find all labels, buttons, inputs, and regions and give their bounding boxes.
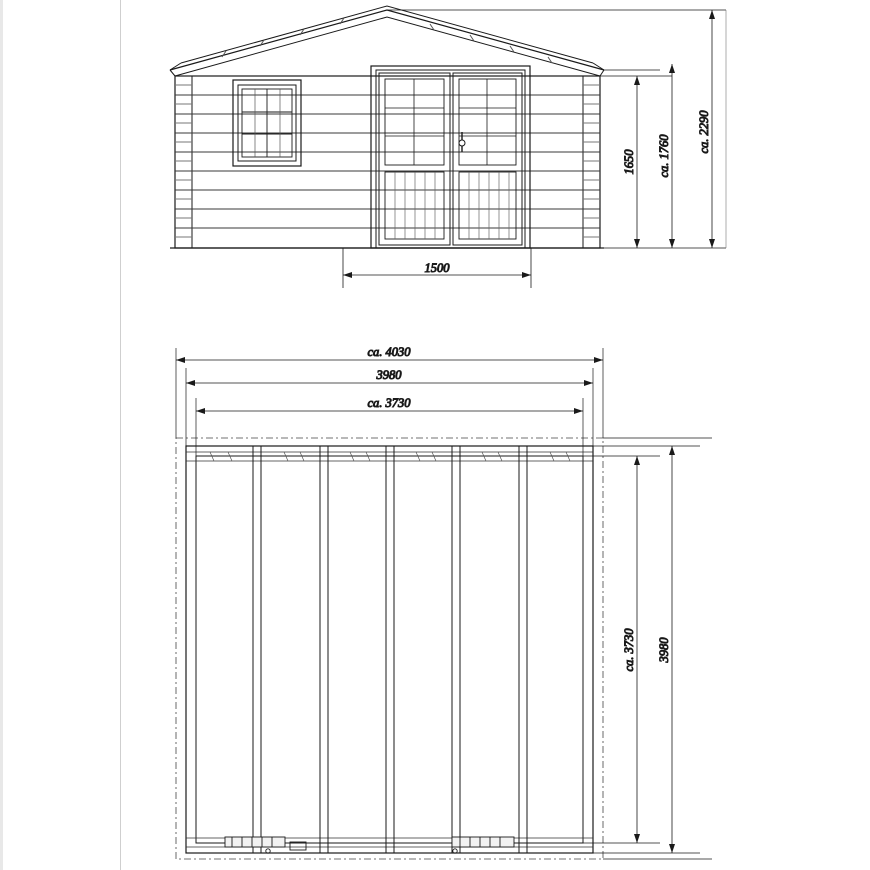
dimension-ridge-height-label: ca. 2290	[697, 110, 711, 154]
window	[233, 80, 301, 166]
double-door	[371, 66, 530, 248]
wall-plan-outline	[186, 446, 593, 853]
rear-wall-openings	[225, 837, 514, 853]
front-elevation-view	[170, 6, 726, 288]
elevation-extension-lines	[387, 10, 726, 248]
dimension-eaves-height-label: ca. 1760	[657, 134, 671, 178]
dimension-wall-height-label: 1650	[622, 149, 636, 175]
dimension-wall-outer-width-label: 3980	[376, 368, 402, 382]
plan-extension-lines-right	[583, 438, 712, 859]
roof-rafters	[253, 446, 527, 853]
floor-plan-view	[176, 345, 712, 859]
dimension-door-width-label: 1500	[424, 261, 450, 275]
dimension-ridge-height	[709, 10, 726, 248]
wall-outline	[170, 76, 604, 248]
dimension-inner-width-label: ca. 3730	[367, 396, 411, 410]
roof-overhang-outline	[176, 438, 603, 859]
dimension-inner-depth-label: ca. 3730	[622, 628, 636, 672]
dimension-overall-width-label: ca. 4030	[367, 345, 411, 359]
dimension-outer-depth-label: 3980	[657, 637, 671, 663]
